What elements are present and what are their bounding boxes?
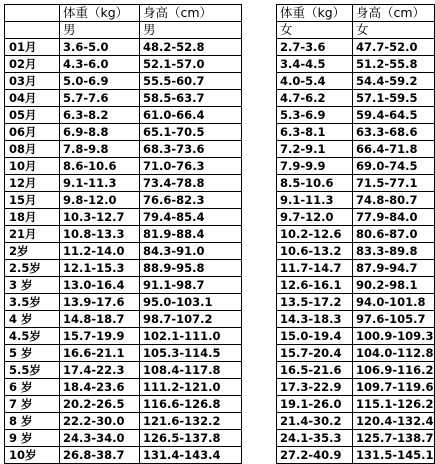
height-header[interactable]: 身高（cm） [353,5,435,22]
table-row [277,277,435,294]
girl-height-cell[interactable]: 106.9-116.2 [353,362,435,379]
girl-height-cell[interactable]: 71.5-77.1 [353,175,435,192]
boy-height-cell[interactable]: 98.7-107.2 [140,311,242,328]
girl-height-cell[interactable]: 109.7-119.6 [353,379,435,396]
boys-growth-table [4,4,242,464]
girl-weight-cell[interactable]: 10.6-13.2 [277,243,353,260]
age-cell[interactable]: 12月 [5,175,60,192]
boy-height-cell[interactable]: 68.3-73.6 [140,141,242,158]
table-row [277,124,435,141]
table-row [5,413,242,430]
boy-height-cell[interactable]: 58.5-63.7 [140,90,242,107]
boy-weight-cell[interactable]: 13.0-16.4 [60,277,140,294]
boy-height-cell[interactable]: 48.2-52.8 [140,39,242,56]
girl-weight-cell[interactable]: 15.7-20.4 [277,345,353,362]
age-cell[interactable]: 7 岁 [5,396,60,413]
girl-weight-cell[interactable]: 14.3-18.3 [277,311,353,328]
gender-row [277,22,435,39]
age-cell[interactable]: 21月 [5,226,60,243]
empty-header-cell[interactable] [5,5,60,22]
girl-height-cell[interactable]: 115.1-126.2 [353,396,435,413]
girl-height-cell[interactable]: 59.4-64.5 [353,107,435,124]
table-row [5,379,242,396]
girl-weight-cell[interactable]: 15.0-19.4 [277,328,353,345]
boy-height-cell[interactable]: 108.4-117.8 [140,362,242,379]
girl-height-cell[interactable]: 74.8-80.7 [353,192,435,209]
table-row [5,396,242,413]
female-label[interactable]: 女 [353,22,435,39]
girl-height-cell[interactable]: 57.1-59.5 [353,90,435,107]
boy-weight-cell[interactable]: 16.6-21.1 [60,345,140,362]
girl-weight-cell[interactable]: 19.1-26.0 [277,396,353,413]
table-row [277,243,435,260]
girl-weight-cell[interactable]: 10.2-12.6 [277,226,353,243]
table-row [5,192,242,209]
header-row [277,5,435,22]
age-cell[interactable]: 5 岁 [5,345,60,362]
gender-row [5,22,242,39]
boy-weight-cell[interactable]: 9.8-12.0 [60,192,140,209]
male-label[interactable]: 男 [140,22,242,39]
boy-weight-cell[interactable]: 17.4-22.3 [60,362,140,379]
boy-weight-cell[interactable]: 9.1-11.3 [60,175,140,192]
header-row [5,5,242,22]
table-row [5,226,242,243]
girl-weight-cell[interactable]: 8.5-10.6 [277,175,353,192]
male-label[interactable]: 男 [60,22,140,39]
table-row [277,260,435,277]
boy-height-cell[interactable]: 76.6-82.3 [140,192,242,209]
girl-height-cell[interactable]: 125.7-138.7 [353,430,435,447]
boy-height-cell[interactable]: 116.6-126.8 [140,396,242,413]
weight-header[interactable]: 体重（kg） [277,5,353,22]
age-cell[interactable]: 5.5岁 [5,362,60,379]
girl-height-cell[interactable]: 66.4-71.8 [353,141,435,158]
girl-weight-cell[interactable]: 6.3-8.1 [277,124,353,141]
table-row [277,209,435,226]
table-row [277,311,435,328]
table-row [277,396,435,413]
girl-height-cell[interactable]: 87.9-94.7 [353,260,435,277]
table-row [277,294,435,311]
boy-height-cell[interactable]: 52.1-57.0 [140,56,242,73]
table-row [277,379,435,396]
girl-weight-cell[interactable]: 3.4-4.5 [277,56,353,73]
girl-weight-cell[interactable]: 4.7-6.2 [277,90,353,107]
age-cell[interactable]: 2.5岁 [5,260,60,277]
boy-weight-cell[interactable]: 12.1-15.3 [60,260,140,277]
girl-height-cell[interactable]: 69.0-74.5 [353,158,435,175]
boy-weight-cell[interactable]: 15.7-19.9 [60,328,140,345]
age-cell[interactable]: 10月 [5,158,60,175]
age-cell[interactable]: 02月 [5,56,60,73]
boy-weight-cell[interactable]: 24.3-34.0 [60,430,140,447]
table-row [5,243,242,260]
boy-height-cell[interactable]: 91.1-98.7 [140,277,242,294]
boy-height-cell[interactable]: 79.4-85.4 [140,209,242,226]
boy-height-cell[interactable]: 102.1-111.0 [140,328,242,345]
table-row [277,175,435,192]
table-row [5,362,242,379]
weight-header[interactable]: 体重（kg） [60,5,140,22]
boy-weight-cell[interactable]: 26.8-38.7 [60,447,140,464]
table-row [277,90,435,107]
boy-height-cell[interactable]: 111.2-121.0 [140,379,242,396]
boy-weight-cell[interactable]: 18.4-23.6 [60,379,140,396]
boy-weight-cell[interactable]: 6.3-8.2 [60,107,140,124]
girl-weight-cell[interactable]: 11.7-14.7 [277,260,353,277]
boy-height-cell[interactable]: 105.3-114.5 [140,345,242,362]
table-row [277,430,435,447]
table-row [5,345,242,362]
boy-height-cell[interactable]: 55.5-60.7 [140,73,242,90]
girl-weight-cell[interactable]: 7.2-9.1 [277,141,353,158]
age-cell[interactable]: 2岁 [5,243,60,260]
girl-height-cell[interactable]: 80.6-87.0 [353,226,435,243]
girl-weight-cell[interactable]: 17.3-22.9 [277,379,353,396]
table-row [5,175,242,192]
boy-weight-cell[interactable]: 8.6-10.6 [60,158,140,175]
table-row [5,430,242,447]
girl-height-cell[interactable]: 104.0-112.8 [353,345,435,362]
age-cell[interactable]: 9 岁 [5,430,60,447]
age-cell[interactable]: 10岁 [5,447,60,464]
age-cell[interactable]: 08月 [5,141,60,158]
girl-weight-cell[interactable]: 24.1-35.3 [277,430,353,447]
girl-height-cell[interactable]: 63.3-68.6 [353,124,435,141]
table-row [277,328,435,345]
boy-weight-cell[interactable]: 5.7-7.6 [60,90,140,107]
table-row [277,56,435,73]
table-row [277,362,435,379]
table-row [5,209,242,226]
table-row [5,277,242,294]
age-cell[interactable]: 06月 [5,124,60,141]
empty-gender-cell[interactable] [5,22,60,39]
age-cell[interactable]: 01月 [5,39,60,56]
table-row [5,311,242,328]
boy-weight-cell[interactable]: 14.8-18.7 [60,311,140,328]
girl-height-cell[interactable]: 131.5-145.1 [353,447,435,464]
table-row [5,158,242,175]
girl-height-cell[interactable]: 51.2-55.8 [353,56,435,73]
girl-weight-cell[interactable]: 12.6-16.1 [277,277,353,294]
boy-height-cell[interactable]: 73.4-78.8 [140,175,242,192]
table-row [277,107,435,124]
age-cell[interactable]: 15月 [5,192,60,209]
table-row [5,107,242,124]
boy-height-cell[interactable]: 81.9-88.4 [140,226,242,243]
boy-weight-cell[interactable]: 4.3-6.0 [60,56,140,73]
table-row [277,447,435,464]
age-cell[interactable]: 3 岁 [5,277,60,294]
girl-weight-cell[interactable]: 4.0-5.4 [277,73,353,90]
age-cell[interactable]: 03月 [5,73,60,90]
girl-weight-cell[interactable]: 13.5-17.2 [277,294,353,311]
boy-weight-cell[interactable]: 13.9-17.6 [60,294,140,311]
table-row [5,328,242,345]
table-row [5,124,242,141]
girl-weight-cell[interactable]: 2.7-3.6 [277,39,353,56]
table-row [5,260,242,277]
age-cell[interactable]: 3.5岁 [5,294,60,311]
boy-weight-cell[interactable]: 11.2-14.0 [60,243,140,260]
boy-weight-cell[interactable]: 10.8-13.3 [60,226,140,243]
girl-height-cell[interactable]: 90.2-98.1 [353,277,435,294]
girl-height-cell[interactable]: 47.7-52.0 [353,39,435,56]
table-row [5,294,242,311]
boy-weight-cell[interactable]: 7.8-9.8 [60,141,140,158]
boy-height-cell[interactable]: 88.9-95.8 [140,260,242,277]
boy-height-cell[interactable]: 131.4-143.4 [140,447,242,464]
girl-height-cell[interactable]: 120.4-132.4 [353,413,435,430]
age-cell[interactable]: 4 岁 [5,311,60,328]
girl-height-cell[interactable]: 54.4-59.2 [353,73,435,90]
girl-weight-cell[interactable]: 27.2-40.9 [277,447,353,464]
boy-weight-cell[interactable]: 20.2-26.5 [60,396,140,413]
girl-height-cell[interactable]: 77.9-84.0 [353,209,435,226]
age-cell[interactable]: 04月 [5,90,60,107]
girl-weight-cell[interactable]: 7.9-9.9 [277,158,353,175]
table-row [5,447,242,464]
table-row [277,39,435,56]
boy-weight-cell[interactable]: 3.6-5.0 [60,39,140,56]
age-cell[interactable]: 6 岁 [5,379,60,396]
table-row [277,73,435,90]
girl-height-cell[interactable]: 94.0-101.8 [353,294,435,311]
boy-weight-cell[interactable]: 10.3-12.7 [60,209,140,226]
boy-height-cell[interactable]: 61.0-66.4 [140,107,242,124]
age-cell[interactable]: 05月 [5,107,60,124]
table-row [5,56,242,73]
girls-growth-table [276,4,435,464]
table-row [277,158,435,175]
table-row [277,192,435,209]
boy-height-cell[interactable]: 71.0-76.3 [140,158,242,175]
age-cell[interactable]: 8 岁 [5,413,60,430]
table-row [277,345,435,362]
girl-weight-cell[interactable]: 9.7-12.0 [277,209,353,226]
age-cell[interactable]: 18月 [5,209,60,226]
table-row [277,226,435,243]
boy-weight-cell[interactable]: 6.9-8.8 [60,124,140,141]
table-row [5,141,242,158]
table-row [5,39,242,56]
girl-weight-cell[interactable]: 16.5-21.6 [277,362,353,379]
table-row [277,413,435,430]
boy-weight-cell[interactable]: 22.2-30.0 [60,413,140,430]
table-row [277,141,435,158]
boy-height-cell[interactable]: 121.6-132.2 [140,413,242,430]
girl-weight-cell[interactable]: 9.1-11.3 [277,192,353,209]
age-cell[interactable]: 4.5岁 [5,328,60,345]
boy-height-cell[interactable]: 126.5-137.8 [140,430,242,447]
girl-weight-cell[interactable]: 5.3-6.9 [277,107,353,124]
boy-height-cell[interactable]: 65.1-70.5 [140,124,242,141]
girl-height-cell[interactable]: 97.6-105.7 [353,311,435,328]
boy-height-cell[interactable]: 84.3-91.0 [140,243,242,260]
girl-weight-cell[interactable]: 21.4-30.2 [277,413,353,430]
table-row [5,90,242,107]
female-label[interactable]: 女 [277,22,353,39]
boy-weight-cell[interactable]: 5.0-6.9 [60,73,140,90]
table-row [5,73,242,90]
girl-height-cell[interactable]: 100.9-109.3 [353,328,435,345]
girl-height-cell[interactable]: 83.3-89.8 [353,243,435,260]
height-header[interactable]: 身高（cm） [140,5,242,22]
boy-height-cell[interactable]: 95.0-103.1 [140,294,242,311]
